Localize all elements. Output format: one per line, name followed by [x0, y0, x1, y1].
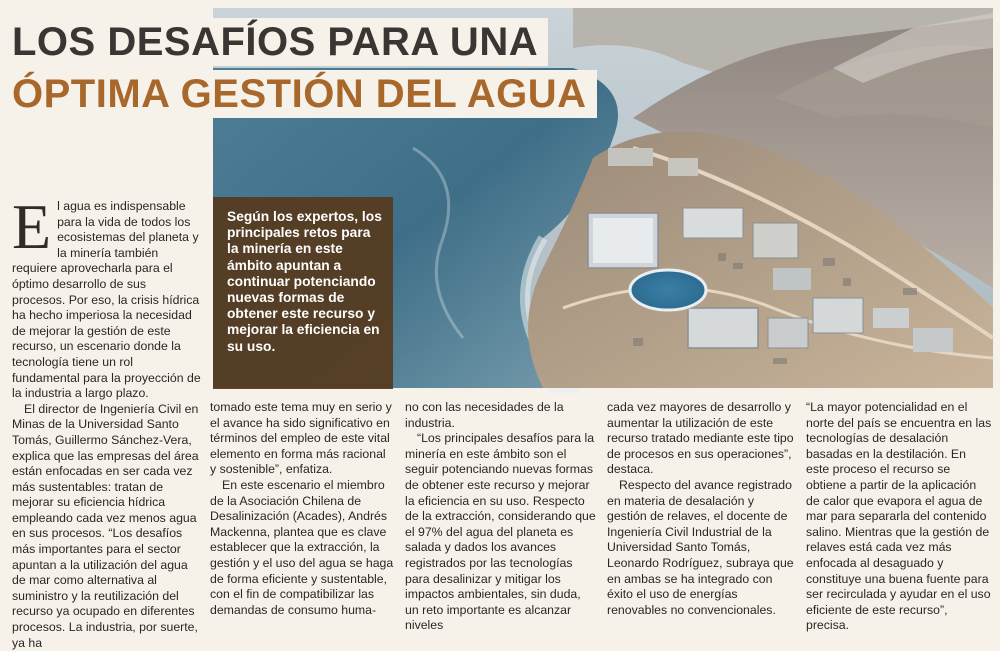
article-column-3: [405, 400, 597, 634]
pull-quote-box: [213, 197, 393, 389]
article-column-4: [607, 400, 795, 618]
headline-line-1: LOS DESAFÍOS PARA UNA: [0, 18, 548, 66]
paragraph: El director de Ingeniería Civil en Minas de la Universidad Santo Tomás, Guillermo Sánchez-Vera, explica que las empresas del área están enfocadas en ser cada vez más sustentables: tratan de mejorar su eficiencia hídrica empleando cada vez menos agua en sus procesos. “Los desafíos más importantes para el sector apuntan a la utilización del agua de mar como alternativa al suministro y la reutilización del recurso ya ocupado en diferentes procesos. La industria, por suerte, ya ha: [12, 401, 199, 650]
paragraph: En este escenario el miembro de la Asociación Chilena de Desalinización (Acades), Andrés Mackenna, plantea que es clave establecer que la extracción, la gestión y el uso del agua se haga de forma eficiente y sustentable, con el fin de compatibilizar las demandas de consumo huma-: [210, 477, 394, 617]
paragraph: “Los principales desafíos para la minería en este ámbito son el seguir potenciando nuevas formas de obtener este recurso y mejorar la eficiencia en su uso. Respecto de la extracción, considerando que el 97% del agua del planeta es salada y dados los avances registrados por las tecnologías para desalinizar y mitigar los impactos ambientales, sin duda, un reto importante es alcanzar niveles: [405, 431, 596, 633]
article-column-2: [210, 400, 394, 618]
paragraph: no con las necesidades de la industria.: [405, 400, 564, 430]
article-column-5: [806, 400, 992, 634]
pull-quote-text: Según los expertos, los principales retos para la minería en este ámbito apuntan a continuar potenciando nuevas formas de obtener este recurso y mejorar la eficiencia en su uso.: [227, 209, 382, 354]
paragraph-text: l agua es indispensable para la vida de todos los ecosistemas del planeta y la minería también requiere aprovecharla para el óptimo desarrollo de sus procesos. Por eso, la crisis hídrica ha hecho imperiosa la necesidad de mejorar la gestión de este recurso, un escenario donde la tecnología tiene un rol fundamental para la proyección de la industria a largo plazo.: [12, 199, 201, 401]
paragraph: Respecto del avance registrado en materia de desalación y gestión de relaves, el docente de Ingeniería Civil Industrial de la Universidad Santo Tomás, Leonardo Rodríguez, subraya que en ambas se ha integrado con éxito el uso de energías renovables no convencionales.: [607, 477, 794, 617]
paragraph: [12, 191, 202, 402]
paragraph: tomado este tema muy en serio y el avance ha sido significativo en términos del empleo de este vital elemento en forma más racional y sostenible”, enfatiza.: [210, 400, 392, 477]
paragraph: cada vez mayores de desarrollo y aumentar la utilización de este recurso tratado mediante este tipo de procesos en sus operaciones”, destaca.: [607, 400, 794, 477]
paragraph: “La mayor potencialidad en el norte del país se encuentra en las tecnologías de desalación basadas en la destilación. En este proceso el recurso se obtiene a partir de la aplicación de calor que evapora el agua de mar para separarla del contenido salino. Mientras que la gestión de relaves está cada vez más enfocada al desaguado y constituye una buena fuente para ser recirculada y ayudar en el uso eficiente de este recurso”, precisa.: [806, 400, 992, 633]
article-column-1: [12, 191, 202, 651]
drop-cap: E: [12, 191, 52, 262]
headline: [0, 18, 640, 118]
headline-line-2: ÓPTIMA GESTIÓN DEL AGUA: [0, 70, 597, 118]
